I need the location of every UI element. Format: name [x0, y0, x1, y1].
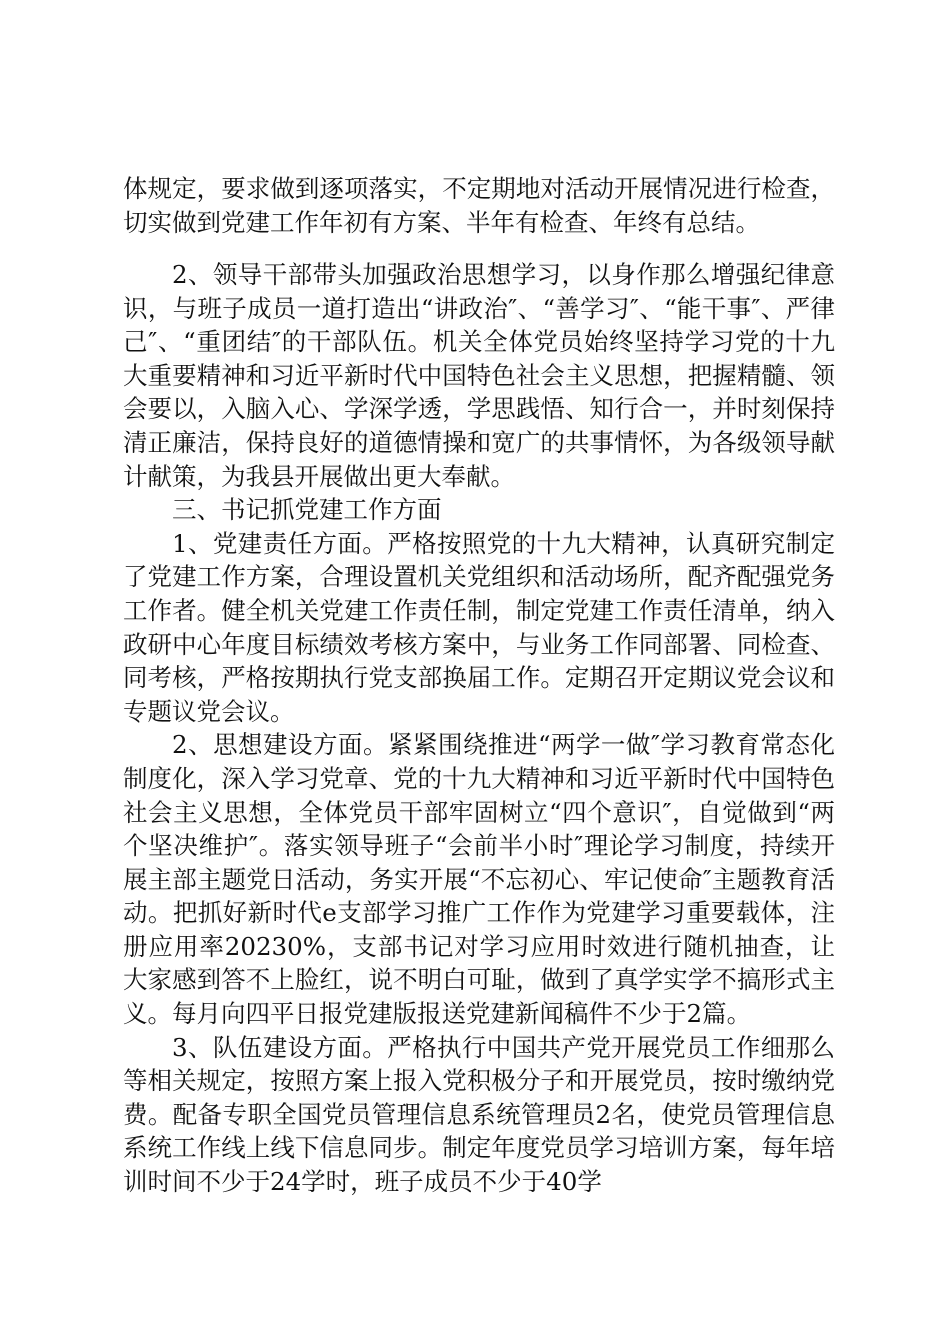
- paragraph-responsibility: 1、党建责任方面。严格按照党的十九大精神，认真研究制定了党建工作方案，合理设置机关党组织和活动场所，配齐配强党务工作者。健全机关党建工作责任制，制定党建工作责任清单，纳入政研中心年度目标绩效考核方案中，与业务工作同部署、同检查、同考核，严格按期执行党支部换届工作。定期召开定期议党会议和专题议党会议。: [123, 528, 835, 726]
- paragraph-ideology: 2、思想建设方面。紧紧围绕推进“两学一做″学习教育常态化制度化，深入学习党章、党的十九大精神和习近平新时代中国特色社会主义思想，全体党员干部牢固树立“四个意识″，自觉做到“两个坚决维护″。落实领导班子“会前半小时″理论学习制度，持续开展主部主题党日活动，务实开展“不忘初心、牢记使命″主题教育活动。把抓好新时代e支部学习推广工作作为党建学习重要载体，注册应用率20230%，支部书记对学习应用时效进行随机抽查，让大家感到答不上脸红，说不明白可耻，做到了真学实学不搞形式主义。每月向四平日报党建版报送党建新闻稿件不少于2篇。: [123, 730, 835, 1029]
- continuation-block: [123, 172, 835, 239]
- continuation-paragraph: 体规定，要求做到逐项落实，不定期地对活动开展情况进行检查，切实做到党建工作年初有方案、半年有检查、年终有总结。: [123, 174, 835, 237]
- paragraph-team-building: 3、队伍建设方面。严格执行中国共产党开展党员工作细那么等相关规定，按照方案上报入党积极分子和开展党员，按时缴纳党费。配备专职全国党员管理信息系统管理员2名，使党员管理信息系统工作线上线下信息同步。制定年度党员学习培训方案，每年培训时间不少于24学时，班子成员不少于40学: [123, 1032, 835, 1197]
- body-text: [123, 258, 835, 1199]
- paragraph-leader-study: 2、领导干部带头加强政治思想学习，以身作那么增强纪律意识，与班子成员一道打造出“讲政治″、“善学习″、“能干事″、严律己″、“重团结″的干部队伍。机关全体党员始终坚持学习党的十九大重要精神和习近平新时代中国特色社会主义思想，把握精髓、领会要以，入脑入心、学深学透，学思践悟、知行合一，并时刻保持清正廉洁，保持良好的道德情操和宽广的共事情怀，为各级领导献计献策，为我县开展做出更大奉献。: [123, 260, 835, 491]
- section-heading: 三、书记抓党建工作方面: [172, 495, 442, 525]
